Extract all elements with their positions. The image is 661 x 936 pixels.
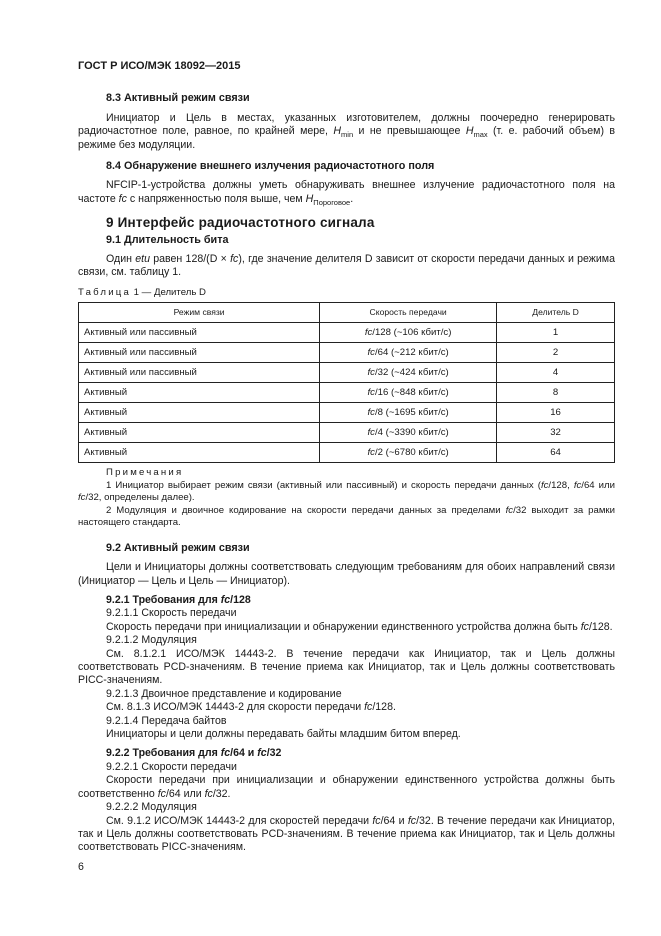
section-9-2-1-4-text [78,728,615,741]
text-segment: fc [230,253,239,266]
text-segment: Инициаторы и цели должны передавать байты младшим битом вперед. [106,728,461,741]
text-segment: Цели и Инициаторы должны соответствовать следующим требованиям для обоих направлений связи (Инициатор — Цель и Цель — Инициатор). [78,561,615,587]
text-segment: fc [573,479,582,491]
section-8-4-text [78,179,615,206]
text-segment: /32, определены далее). [85,492,195,504]
text-segment: 9.2.1.1 Скорость передачи [106,607,237,620]
section-9-2-heading: 9.2 Активный режим связи [106,541,250,554]
text-segment: 9.2.1.4 Передача байтов [106,714,227,727]
column-header: Скорость передачи [320,303,497,323]
fc-symbol: fc [367,387,375,399]
notes-title: Примечания [106,467,184,479]
text-segment: с напряженностью поля выше, чем [126,192,306,205]
text-segment: H [333,125,342,138]
text-segment: /64 или [581,479,615,491]
document-header: ГОСТ Р ИСО/МЭК 18092—2015 [78,60,241,72]
text-segment: и не превышающее [353,125,466,138]
text-segment: Скорости передачи при инициализации и обнаружении единственного устройства должны быть соответственно [78,774,615,800]
text-segment: 9.2.2 Требования для [106,747,221,760]
fc-symbol: fc [367,447,375,459]
note-1 [78,480,615,505]
section-9-2-1-1-heading [78,607,615,620]
text-segment: 9.2.1.2 Модуляция [106,634,197,647]
divider-cell: 64 [497,443,615,463]
section-9-2-1-1-text [78,621,615,634]
subscript-text: min [341,130,354,140]
table-row [79,383,615,403]
fc-symbol: fc [367,407,375,419]
text-segment: fc [220,594,231,606]
text-segment: 9.2.1.3 Двоичное представление и кодирование [106,687,342,700]
rate-value: /8 (~1695 кбит/с) [374,407,449,419]
mode-cell: Активный или пассивный [79,323,320,343]
fc-symbol: fc [367,347,375,359]
table-row [79,443,615,463]
text-segment: ), где значение делителя D зависит от скорости передачи данных и режима связи, см. таблицу 1. [78,253,615,279]
section-8-3-text [78,112,615,152]
section-9-2-2-heading [78,747,615,760]
mode-cell: Активный или пассивный [79,343,320,363]
column-header: Делитель D [497,303,615,323]
section-9-2-2-2-text [78,815,615,855]
rate-cell [320,423,497,443]
text-segment: (т. е. рабочий объем) в режиме без модуляции. [78,125,615,151]
table-row [79,363,615,383]
section-9-2-1-3-heading [78,688,615,701]
subscript-text: Пороговое [313,197,351,207]
text-segment: NFCIP-1-устройства должны уметь обнаруживать внешнее излучение радиочастотного поля на частоте [78,179,615,205]
rate-cell [320,443,497,463]
text-segment: 2 Модуляция и двоичное кодирование на скорости передачи данных за пределами [106,504,506,516]
section-9-2-1-2-heading [78,634,615,647]
text-segment: Скорость передачи при инициализации и обнаружении единственного устройства должна быть [106,620,581,633]
rate-value: /32 (~424 кбит/с) [374,367,449,379]
text-segment: /64 или [165,787,205,800]
text-segment: 1 Инициатор выбирает режим связи (активный или пассивный) и скорость передачи данных ( [106,479,541,491]
subscript-text: max [473,130,488,140]
text-segment: fc [204,787,213,800]
mode-cell: Активный или пассивный [79,363,320,383]
section-9-2-2-1-heading [78,761,615,774]
rate-value: /128 (~106 кбит/с) [372,327,452,339]
mode-cell: Активный [79,423,320,443]
text-segment: /128, [548,479,574,491]
text-segment: /32 выходит за рамки настоящего стандарта. [78,504,615,529]
rate-cell [320,323,497,343]
section-8-4-heading: 8.4 Обнаружение внешнего излучения радиочастотного поля [106,160,435,173]
section-9-2-1-4-heading [78,715,615,728]
text-segment: H [465,125,474,138]
rate-value: /4 (~3390 кбит/с) [374,427,449,439]
text-segment: /32. [212,787,231,800]
text-segment: fc [372,814,381,827]
text-segment: H [305,192,314,205]
mode-cell: Активный [79,383,320,403]
divider-cell: 16 [497,403,615,423]
page-number: 6 [78,860,84,873]
text-segment: fc [157,787,166,800]
text-segment: /32. В течение передачи как Инициатор, так и Цель должны соответствовать PCD-значениям. В течение приема как Инициатор, так и Цель должны соответствовать PICC-значениям. [78,814,615,854]
text-segment: /128. [588,620,613,633]
text-segment: /128 [230,594,251,606]
mode-cell: Активный [79,443,320,463]
text-segment: fc [364,701,373,714]
rate-cell [320,403,497,423]
text-segment: равен 128/(D × [149,253,231,266]
text-segment: fc [580,620,589,633]
rate-value: /16 (~848 кбит/с) [374,387,449,399]
divider-table [78,302,615,463]
section-9-2-1-heading [78,594,615,607]
rate-value: /2 (~6780 кбит/с) [374,447,449,459]
text-segment: Инициатор и Цель в местах, указанных изготовителем, должны поочередно генерировать радиочастотное поле, равное, по крайней мере, [78,111,615,138]
section-9-2-2-1-text [78,774,615,801]
text-segment: fc [220,747,231,760]
text-segment: /32 [266,747,282,760]
section-9-2-text [78,561,615,588]
text-segment: Один [106,253,136,266]
mode-cell: Активный [79,403,320,423]
table-row [79,323,615,343]
table-row [79,403,615,423]
table-notes [78,467,615,530]
text-segment: См. 8.1.3 ИСО/МЭК 14443-2 для скорости передачи [106,701,365,714]
section-9-2-2-2-heading [78,801,615,814]
text-segment: 9.2.2.2 Модуляция [106,801,197,814]
text-segment: 9.2.1 Требования для [106,594,221,606]
rate-cell [320,343,497,363]
fc-symbol: fc [367,427,375,439]
text-segment: /64 и [230,747,258,760]
table-caption: Таблица 1 — Делитель D [78,286,206,298]
text-segment: . [350,192,354,205]
text-segment: fc [407,814,417,827]
text-segment: См. 9.1.2 ИСО/МЭК 14443-2 для скоростей передачи [106,814,373,827]
note-2 [78,505,615,530]
section-9-1-heading: 9.1 Длительность бита [106,233,229,246]
fc-symbol: fc [364,327,373,339]
fc-symbol: fc [367,367,375,379]
text-segment: /64 и [380,814,408,827]
rate-value: /64 (~212 кбит/с) [374,347,449,359]
document-page [78,60,615,874]
rate-cell [320,363,497,383]
text-segment: fc [505,504,514,516]
text-segment: fc [118,192,127,205]
rate-cell [320,383,497,403]
section-9-1-text [78,253,615,280]
text-segment: fc [78,492,86,504]
table-row [79,343,615,363]
divider-cell: 2 [497,343,615,363]
column-header: Режим связи [79,303,320,323]
section-9-2-1-2-text [78,648,615,688]
text-segment: 9.2.2.1 Скорости передачи [106,760,237,773]
text-segment: fc [257,747,267,760]
divider-cell: 32 [497,423,615,443]
table-header-row [79,303,615,323]
divider-cell: 8 [497,383,615,403]
divider-cell: 4 [497,363,615,383]
section-9-heading: 9 Интерфейс радиочастотного сигнала [106,215,375,231]
divider-cell: 1 [497,323,615,343]
section-9-2-1-3-text [78,701,615,714]
text-segment: /128. [372,701,396,714]
section-8-3-heading: 8.3 Активный режим связи [106,92,250,105]
text-segment: etu [135,253,150,266]
table-row [79,423,615,443]
text-segment: fc [540,479,549,491]
text-segment: См. 8.1.2.1 ИСО/МЭК 14443-2. В течение передачи как Инициатор, так и Цель должны соответствовать PCD-значениям. В течение приема как Инициатор, так и Цель должны соответствовать PICC-значениям. [78,647,615,687]
